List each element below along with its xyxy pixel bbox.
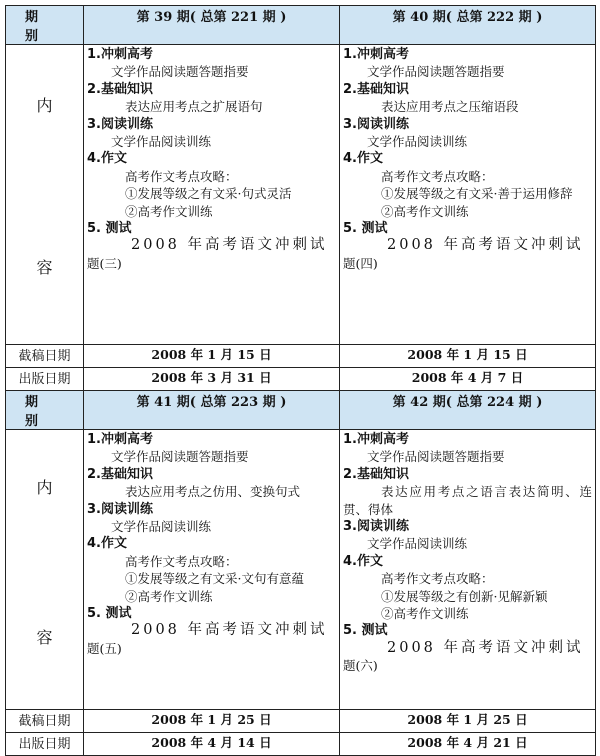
section-basic: 2.基础知识 [87,466,153,482]
section-test: 5. 测试 [87,606,132,622]
section-basic: 2.基础知识 [343,466,409,482]
test-title: 2008 年高考语文冲刺试 [131,237,328,254]
publish-42: 2008 年 4 月 21 日 [340,733,596,756]
publish-label: 出版日期 [6,733,84,756]
sprint-sub: 文学作品阅读题答题指要 [111,64,249,80]
section-basic: 2.基础知识 [343,81,409,97]
content-label-char-2: 容 [36,627,53,647]
essay-item-2: ②高考作文训练 [125,203,213,219]
basic-sub: 表达应用考点之仿用、变换句式 [125,484,301,500]
section-sprint: 1.冲刺高考 [87,47,153,62]
section-essay: 4.作文 [343,553,383,569]
content-label [6,45,84,345]
issue-41-content [84,430,340,710]
test-number: 题(五) [87,640,122,656]
issue-39-content [84,45,340,345]
content-row-1 [6,45,596,345]
deadline-39: 2008 年 1 月 15 日 [84,345,340,368]
essay-item-1: ①发展等级之有文采·文句有意蕴 [125,571,304,587]
essay-intro: 高考作文考点攻略： [381,168,494,184]
content-label-char-1: 内 [36,95,53,115]
section-essay: 4.作文 [87,151,127,167]
issue-40-content [340,45,596,345]
essay-item-1: ①发展等级之有文采·善于运用修辞 [381,186,573,202]
test-number: 题(四) [343,255,378,271]
essay-item-1: ①发展等级之有创新·见解新颖 [381,588,548,604]
reading-sub: 文学作品阅读训练 [367,134,468,150]
issue-41-header: 第 41 期( 总第 223 期 ) [84,391,340,430]
period-label: 期别 [6,6,84,45]
essay-intro: 高考作文考点攻略： [381,571,494,587]
essay-item-2: ②高考作文训练 [381,203,469,219]
section-reading: 3.阅读训练 [87,501,153,517]
basic-sub: 表达应用考点之语言表达简明、连贯、得体 [343,484,592,517]
section-test: 5. 测试 [343,221,388,237]
deadline-41: 2008 年 1 月 25 日 [84,710,340,733]
section-test: 5. 测试 [87,221,132,237]
header-row-2 [6,391,596,430]
essay-intro: 高考作文考点攻略： [125,553,238,569]
essay-item-1: ①发展等级之有文采·句式灵活 [125,186,292,202]
section-sprint: 1.冲刺高考 [87,432,153,447]
section-reading: 3.阅读训练 [87,116,153,132]
deadline-row-1 [6,345,596,368]
essay-item-2: ②高考作文训练 [381,606,469,622]
essay-item-2: ②高考作文训练 [125,588,213,604]
publish-39: 2008 年 3 月 31 日 [84,368,340,391]
schedule-table [5,5,596,756]
deadline-42: 2008 年 1 月 25 日 [340,710,596,733]
section-reading: 3.阅读训练 [343,116,409,132]
reading-sub: 文学作品阅读训练 [111,519,212,535]
test-number: 题(六) [343,658,378,674]
publish-41: 2008 年 4 月 14 日 [84,733,340,756]
essay-intro: 高考作文考点攻略： [125,168,238,184]
section-test: 5. 测试 [343,623,388,639]
deadline-label: 截稿日期 [6,345,84,368]
content-label-char-1: 内 [36,477,53,497]
publish-label: 出版日期 [6,368,84,391]
reading-sub: 文学作品阅读训练 [367,536,468,552]
section-essay: 4.作文 [87,536,127,552]
basic-sub: 表达应用考点之压缩语段 [381,99,519,115]
deadline-40: 2008 年 1 月 15 日 [340,345,596,368]
issue-40-header: 第 40 期( 总第 222 期 ) [340,6,596,45]
section-sprint: 1.冲刺高考 [343,432,409,447]
basic-sub: 表达应用考点之扩展语句 [125,99,263,115]
publish-row-1 [6,368,596,391]
issue-42-header: 第 42 期( 总第 224 期 ) [340,391,596,430]
issue-39-header: 第 39 期( 总第 221 期 ) [84,6,340,45]
sprint-sub: 文学作品阅读题答题指要 [367,449,505,465]
deadline-row-2 [6,710,596,733]
test-title: 2008 年高考语文冲刺试 [387,237,584,254]
header-row-1 [6,6,596,45]
content-row-2 [6,430,596,710]
test-title: 2008 年高考语文冲刺试 [387,639,584,656]
period-label: 期别 [6,391,84,430]
issue-42-content [340,430,596,710]
content-label-char-2: 容 [36,258,53,278]
reading-sub: 文学作品阅读训练 [111,134,212,150]
publish-40: 2008 年 4 月 7 日 [340,368,596,391]
deadline-label: 截稿日期 [6,710,84,733]
publish-row-2 [6,733,596,756]
test-title: 2008 年高考语文冲刺试 [131,622,328,639]
section-reading: 3.阅读训练 [343,519,409,535]
content-label [6,430,84,710]
section-basic: 2.基础知识 [87,81,153,97]
test-number: 题(三) [87,255,122,271]
sprint-sub: 文学作品阅读题答题指要 [111,449,249,465]
section-sprint: 1.冲刺高考 [343,47,409,62]
sprint-sub: 文学作品阅读题答题指要 [367,64,505,80]
section-essay: 4.作文 [343,151,383,167]
